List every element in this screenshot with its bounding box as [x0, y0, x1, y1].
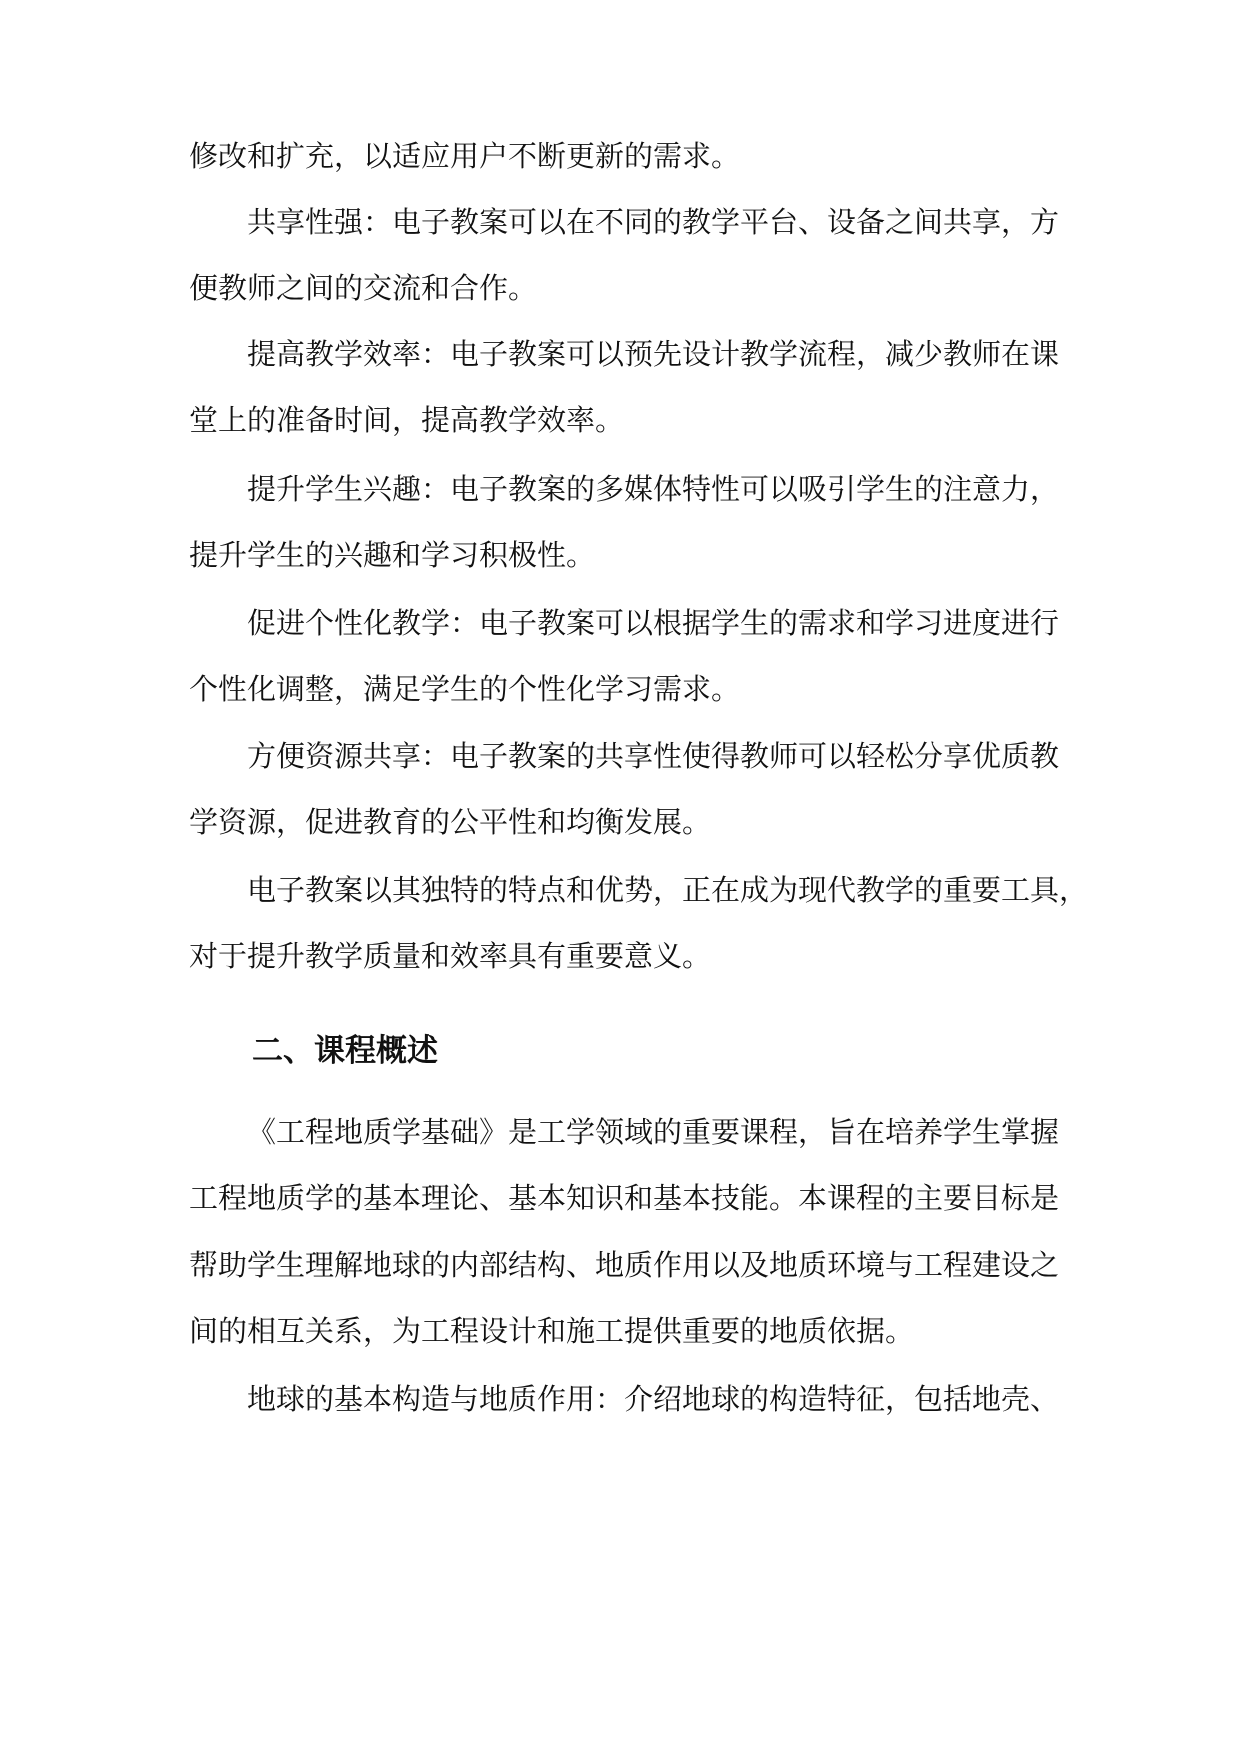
text-line: 共享性强：电子教案可以在不同的教学平台、设备之间共享，方 [247, 205, 1060, 239]
text-line: 堂上的准备时间，提高教学效率。 [189, 403, 625, 437]
text-line: 提升学生兴趣：电子教案的多媒体特性可以吸引学生的注意力， [247, 472, 1060, 506]
text-line: 修改和扩充，以适应用户不断更新的需求。 [189, 139, 741, 173]
text-line: 方便资源共享：电子教案的共享性使得教师可以轻松分享优质教 [247, 739, 1060, 773]
text-line: 提高教学效率：电子教案可以预先设计教学流程，减少教师在课 [247, 337, 1060, 371]
text-line: 促进个性化教学：电子教案可以根据学生的需求和学习进度进行 [247, 606, 1060, 640]
text-line: 帮助学生理解地球的内部结构、地质作用以及地质环境与工程建设之 [189, 1248, 1060, 1282]
text-line: 间的相互关系，为工程设计和施工提供重要的地质依据。 [189, 1314, 915, 1348]
text-line: 《工程地质学基础》是工学领域的重要课程，旨在培养学生掌握 [247, 1115, 1060, 1149]
section-heading: 二、课程概述 [252, 1033, 438, 1069]
text-line: 便教师之间的交流和合作。 [189, 271, 538, 305]
text-line: 地球的基本构造与地质作用：介绍地球的构造特征，包括地壳、 [247, 1382, 1060, 1416]
text-line: 提升学生的兴趣和学习积极性。 [189, 538, 596, 572]
text-line: 学资源，促进教育的公平性和均衡发展。 [189, 805, 712, 839]
text-line: 电子教案以其独特的特点和优势，正在成为现代教学的重要工具， [247, 873, 1089, 907]
text-line: 对于提升教学质量和效率具有重要意义。 [189, 939, 712, 973]
text-line: 工程地质学的基本理论、基本知识和基本技能。本课程的主要目标是 [189, 1181, 1060, 1215]
text-line: 个性化调整，满足学生的个性化学习需求。 [189, 672, 741, 706]
